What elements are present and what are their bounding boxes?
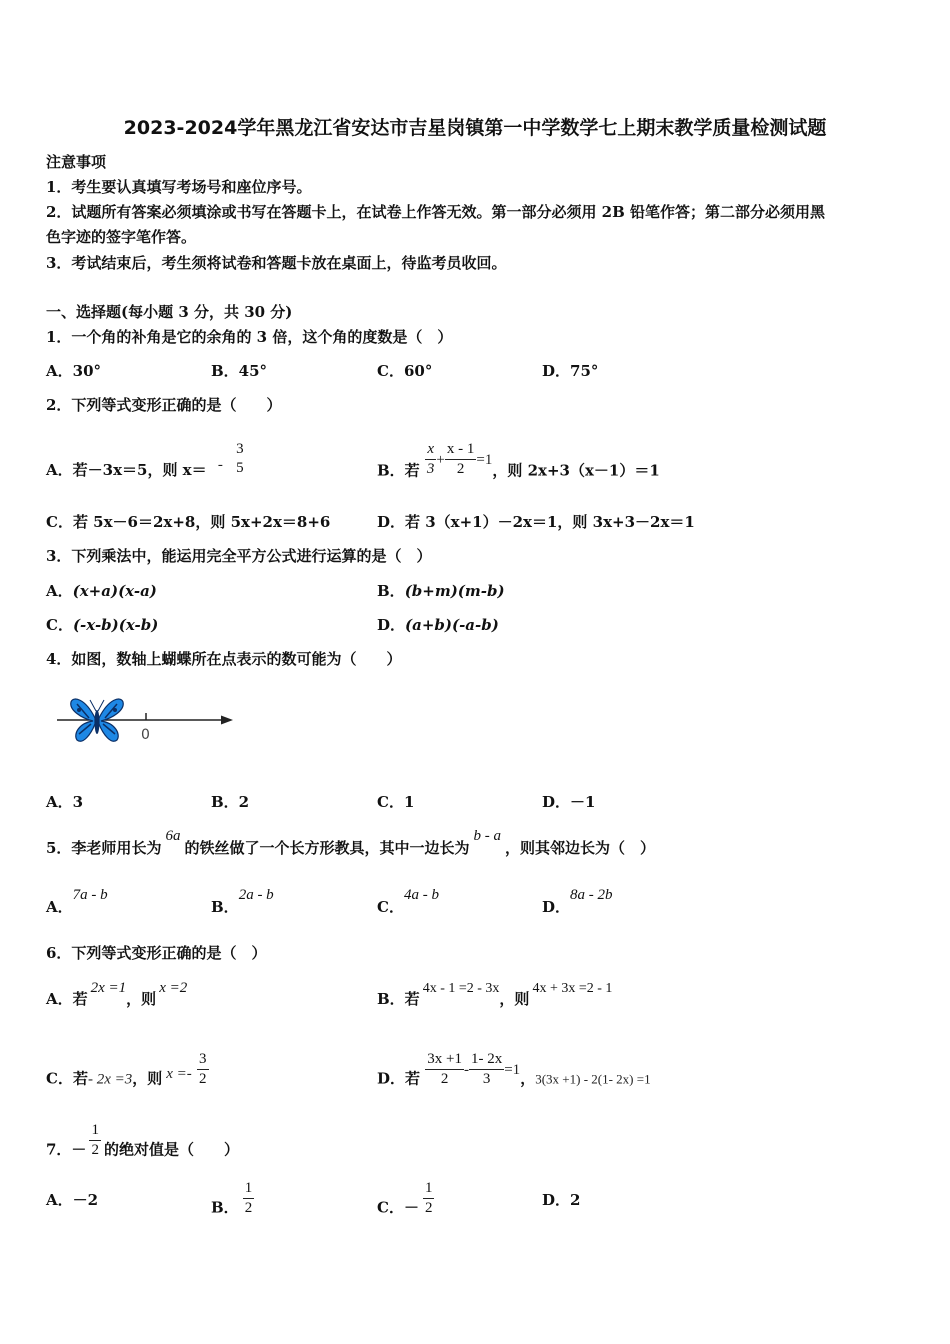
q6-c-den: 2 bbox=[199, 1071, 207, 1087]
q5-stem-a: 5．李老师用长为 bbox=[46, 839, 162, 857]
q6-d-result: 3(3x +1) - 2(1- 2x) =1 bbox=[535, 1071, 651, 1087]
q6-d-label: D．若 bbox=[377, 1069, 421, 1088]
q1-option-d: D．75° bbox=[542, 362, 599, 380]
q2-b-conclusion: ，则 2x+3（x－1）＝1 bbox=[492, 461, 660, 480]
number-line-arrow-icon bbox=[221, 716, 233, 725]
q3-b-expr: (b+m)(m-b) bbox=[404, 582, 505, 600]
q3-stem: 3．下列乘法中，能运用完全平方公式进行运算的是（ ） bbox=[46, 547, 432, 565]
q7-option-c bbox=[377, 1180, 434, 1228]
q2-a-fraction bbox=[234, 440, 246, 478]
q5-option-b bbox=[211, 887, 274, 917]
q6-a-premise: 2x =1 bbox=[90, 980, 127, 996]
q6-c-label: C．若 bbox=[46, 1069, 88, 1088]
notice-item-3: 3．考试结束后，考生须将试卷和答题卡放在桌面上，待监考员收回。 bbox=[46, 254, 507, 272]
q6-c-fraction bbox=[197, 1050, 209, 1089]
q7-option-a: A．－2 bbox=[46, 1191, 99, 1209]
q2-option-c: C．若 5x－6＝2x+8，则 5x+2x＝8+6 bbox=[46, 513, 331, 531]
q4-option-b: B．2 bbox=[211, 793, 250, 811]
q6-option-a bbox=[46, 980, 188, 1009]
q3-option-d bbox=[377, 614, 499, 635]
q4-stem: 4．如图，数轴上蝴蝶所在点表示的数可能为（ ） bbox=[46, 650, 402, 668]
q2-b-fraction-1 bbox=[425, 440, 437, 479]
q6-a-then: ，则 bbox=[126, 990, 157, 1008]
q2-a-text: A．若－3x＝5，则 x＝ bbox=[46, 461, 207, 479]
q5-c-expr: 4a - b bbox=[403, 887, 439, 903]
q6-d-f2-den: 3 bbox=[482, 1071, 491, 1087]
q7-option-b bbox=[211, 1180, 254, 1228]
q5-a-label: A． bbox=[46, 898, 73, 916]
q7-stem bbox=[46, 1122, 239, 1170]
q6-option-b bbox=[377, 981, 613, 1009]
q6-option-d bbox=[377, 1051, 651, 1099]
number-line-zero-label: 0 bbox=[141, 727, 150, 743]
q3-d-expr: (a+b)(-a-b) bbox=[405, 616, 499, 634]
q5-a-expr: 7a - b bbox=[72, 887, 108, 903]
q6-d-fraction-2 bbox=[469, 1050, 504, 1089]
q2-b-f1-num: x bbox=[425, 440, 436, 460]
q2-b-equals: =1 bbox=[476, 451, 493, 468]
q6-option-c bbox=[46, 1051, 209, 1099]
q2-b-text: B．若 bbox=[377, 461, 420, 480]
q7-c-num: 1 bbox=[423, 1179, 435, 1199]
q2-b-f2-num: x - 1 bbox=[445, 440, 477, 460]
q4-option-d: D．－1 bbox=[542, 793, 596, 811]
notice-item-2-cont: 色字迹的签字笔作答。 bbox=[46, 228, 197, 246]
notice-item-2: 2．试题所有答案必须填涂或书写在答题卡上，在试卷上作答无效。第一部分必须用 2B 铅笔作答；第二部分必须用黑 bbox=[46, 203, 826, 221]
q3-option-c bbox=[46, 614, 158, 635]
q3-b-label: B． bbox=[377, 582, 405, 600]
q7-c-den: 2 bbox=[424, 1200, 433, 1216]
q7-b-den: 2 bbox=[244, 1200, 253, 1216]
q3-d-label: D． bbox=[377, 616, 406, 634]
q5-side-expr: b - a bbox=[473, 828, 501, 844]
q5-b-label: B． bbox=[211, 898, 239, 916]
q7-stem-pre: 7．－ bbox=[46, 1140, 87, 1159]
q6-c-premise: - 2x =3 bbox=[87, 1071, 133, 1088]
q5-stem-b: 的铁丝做了一个长方形教具，其中一边长为 bbox=[184, 839, 470, 857]
q6-d-f2-num: 1- 2x bbox=[469, 1050, 504, 1070]
q7-c-fraction bbox=[423, 1179, 435, 1218]
q6-c-then: ，则 bbox=[132, 1069, 163, 1088]
q4-option-c: C．1 bbox=[377, 793, 415, 811]
q7-c-label: C．－ bbox=[377, 1198, 419, 1217]
q7-num: 1 bbox=[89, 1121, 101, 1141]
q1-option-b: B．45° bbox=[211, 362, 268, 380]
q6-b-label: B．若 bbox=[377, 990, 420, 1008]
q6-c-result: x =- bbox=[166, 1065, 192, 1082]
q1-stem: 1．一个角的补角是它的余角的 3 倍，这个角的度数是（ ） bbox=[46, 328, 453, 346]
q6-c-num: 3 bbox=[197, 1050, 209, 1070]
q7-den: 2 bbox=[91, 1142, 99, 1158]
notice-heading: 注意事项 bbox=[46, 153, 107, 171]
q2-b-f1-den: 3 bbox=[426, 461, 435, 477]
q5-stem-c: ，则其邻边长为（ ） bbox=[504, 839, 655, 857]
q3-c-expr: (-x-b)(x-b) bbox=[72, 616, 159, 634]
q2-a-minus: - bbox=[217, 457, 223, 473]
notice-item-1: 1．考生要认真填写考场号和座位序号。 bbox=[46, 178, 312, 196]
q2-option-a bbox=[46, 441, 246, 490]
q7-option-d: D．2 bbox=[542, 1191, 581, 1209]
q5-d-label: D． bbox=[542, 898, 571, 916]
q2-a-num: 3 bbox=[236, 441, 244, 457]
q7-stem-post: 的绝对值是（ ） bbox=[103, 1140, 239, 1159]
q5-d-expr: 8a - 2b bbox=[570, 887, 613, 903]
q1-option-c: C．60° bbox=[377, 362, 433, 380]
q6-b-result: 4x + 3x =2 - 1 bbox=[532, 981, 613, 996]
q6-stem: 6．下列等式变形正确的是（ ） bbox=[46, 944, 267, 962]
q3-a-label: A． bbox=[46, 582, 73, 600]
q7-b-num: 1 bbox=[243, 1179, 255, 1199]
q6-d-equals: =1 bbox=[504, 1061, 521, 1078]
q3-option-a bbox=[46, 580, 157, 601]
q5-option-c bbox=[377, 887, 439, 917]
q3-c-label: C． bbox=[46, 616, 73, 634]
q7-b-label: B． bbox=[211, 1198, 239, 1217]
q6-d-comma: ， bbox=[520, 1069, 536, 1088]
q5-b-expr: 2a - b bbox=[238, 887, 274, 903]
section-heading: 一、选择题(每小题 3 分，共 30 分) bbox=[46, 303, 293, 321]
q5-stem bbox=[46, 828, 655, 858]
q2-option-b bbox=[377, 441, 660, 491]
q6-d-fraction-1 bbox=[425, 1050, 464, 1089]
q2-a-den: 5 bbox=[236, 460, 244, 476]
q6-b-then: ，则 bbox=[499, 990, 530, 1008]
q6-a-result: x =2 bbox=[159, 980, 188, 996]
q5-option-a bbox=[46, 887, 108, 917]
q3-option-b bbox=[377, 580, 505, 601]
q2-b-fraction-2 bbox=[445, 440, 477, 479]
q1-option-a: A．30° bbox=[46, 362, 102, 380]
q3-a-expr: (x+a)(x-a) bbox=[72, 582, 157, 600]
q5-c-label: C． bbox=[377, 898, 404, 916]
q6-d-f1-num: 3x +1 bbox=[425, 1050, 464, 1070]
q7-fraction bbox=[89, 1121, 101, 1160]
q5-length-expr: 6a bbox=[165, 828, 181, 844]
q2-option-d: D．若 3（x+1）－2x＝1，则 3x+3－2x＝1 bbox=[377, 513, 695, 531]
q2-b-plus: + bbox=[436, 451, 445, 468]
q5-option-d bbox=[542, 887, 613, 917]
q6-d-minus: - bbox=[463, 1061, 469, 1078]
q2-b-f2-den: 2 bbox=[456, 461, 465, 477]
page-title: 2023-2024学年黑龙江省安达市吉星岗镇第一中学数学七上期末教学质量检测试题 bbox=[123, 117, 827, 139]
q6-d-f1-den: 2 bbox=[440, 1071, 449, 1087]
q7-b-fraction bbox=[243, 1179, 255, 1218]
q4-option-a: A．3 bbox=[46, 793, 84, 811]
q6-b-premise: 4x - 1 =2 - 3x bbox=[422, 981, 500, 996]
q6-a-label: A．若 bbox=[46, 990, 88, 1008]
q2-stem: 2．下列等式变形正确的是（ ） bbox=[46, 396, 282, 414]
